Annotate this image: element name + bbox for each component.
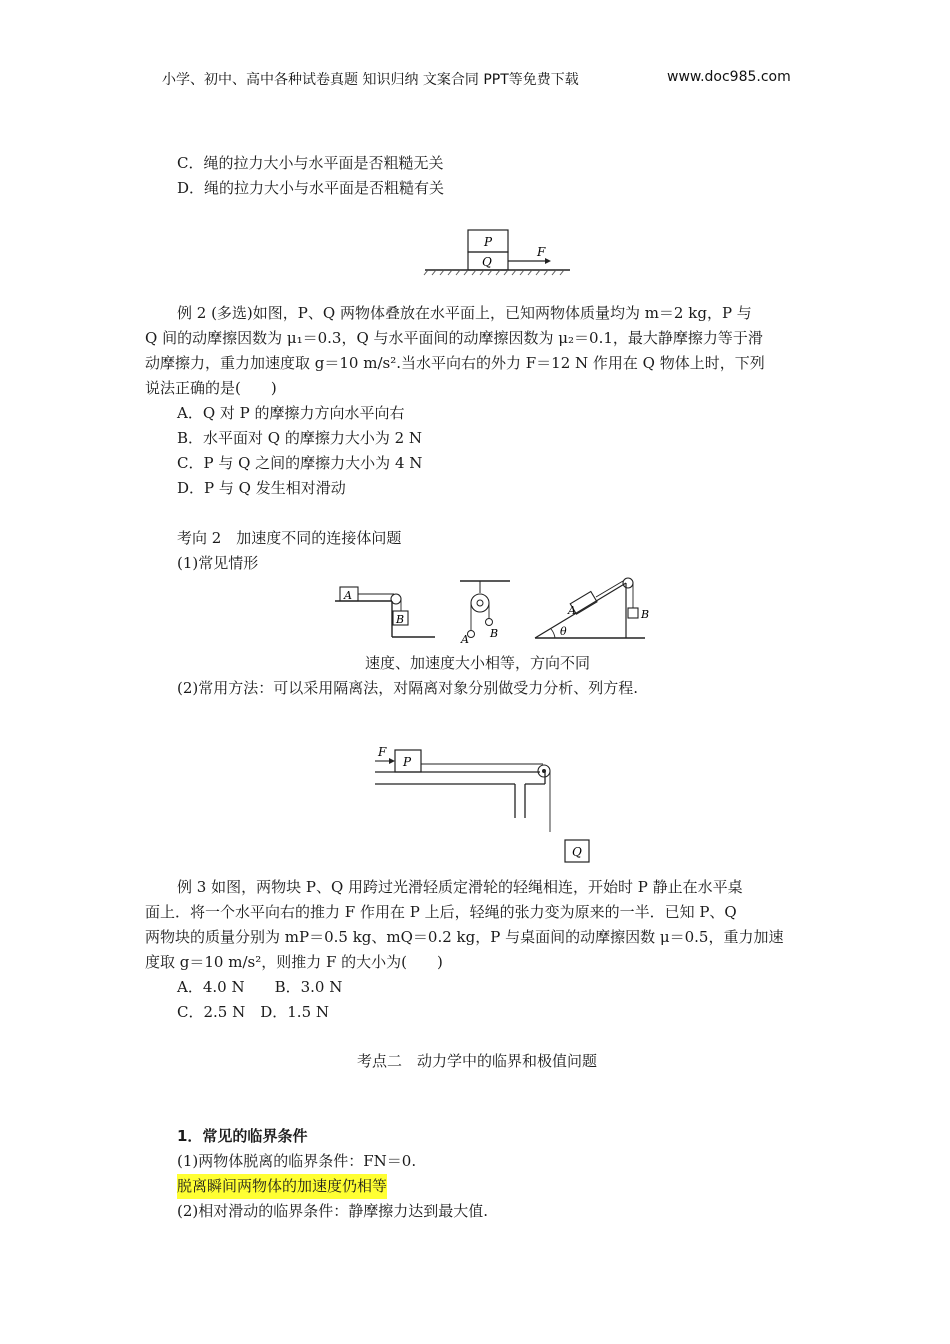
label-theta: θ (560, 625, 567, 638)
example3-line3: 两物块的质量分别为 mP＝0.5 kg、mQ＝0.2 kg，P 与桌面间的动摩擦因数 μ＝0.5，重力加速 (145, 928, 784, 946)
scenario-hanging-pulley (460, 581, 510, 646)
scenario-table-pulley (335, 587, 435, 637)
example2-line2: Q 间的动摩擦因数为 μ₁＝0.3，Q 与水平面间的动摩擦因数为 μ₂＝0.1，最大静摩擦力等于滑 (145, 329, 763, 347)
label-b1: B (396, 613, 405, 626)
example2-option-b: B．水平面对 Q 的摩擦力大小为 2 N (177, 429, 423, 447)
example3-line4: 度取 g＝10 m/s²，则推力 F 的大小为( ) (145, 953, 443, 971)
example2-option-a: A．Q 对 P 的摩擦力方向水平向右 (177, 404, 405, 422)
label-f: F (378, 745, 387, 759)
figure-table-pulley (370, 740, 600, 870)
header-url[interactable]: www.doc985.com (667, 69, 791, 85)
label-q: Q (572, 845, 582, 859)
scenario-incline (535, 578, 649, 638)
figure-connected-bodies (330, 575, 660, 647)
example3-line2: 面上．将一个水平向右的推力 F 作用在 P 上后，轻绳的张力变为原来的一半．已知 P、Q (145, 903, 737, 921)
direction2-sub1: (1)常见情形 (177, 554, 259, 572)
label-p: P (484, 235, 493, 249)
section2-cond1: (1)两物体脱离的临界条件：FN＝0. (177, 1152, 417, 1170)
label-f: F (537, 245, 546, 259)
label-p: P (403, 755, 412, 769)
example2-line4: 说法正确的是( ) (145, 379, 277, 397)
example3-options-row1: A．4.0 N B．3.0 N (177, 978, 343, 996)
block-b3 (628, 608, 638, 618)
example3-line1: 例 3 如图，两物块 P、Q 用跨过光滑轻质定滑轮的轻绳相连，开始时 P 静止在水平桌 (177, 878, 743, 896)
label-b3: B (641, 608, 650, 621)
header-text: 小学、初中、高中各种试卷真题 知识归纳 文案合同 PPT等免费下载 (162, 72, 579, 88)
label-b2: B (490, 627, 499, 640)
label-a2: A (461, 633, 469, 646)
example2-option-c: C．P 与 Q 之间的摩擦力大小为 4 N (177, 454, 423, 472)
example2-option-d: D．P 与 Q 发生相对滑动 (177, 479, 346, 497)
example3-options-row2: C．2.5 N D．1.5 N (177, 1003, 329, 1021)
direction2-sub2: (2)常用方法：可以采用隔离法，对隔离对象分别做受力分析、列方程. (177, 679, 639, 697)
example2-line1: 例 2 (多选)如图，P、Q 两物体叠放在水平面上，已知两物体质量均为 m＝2 kg，P 与 (177, 304, 752, 322)
section2-highlight: 脱离瞬间两物体的加速度仍相等 (177, 1174, 387, 1199)
direction2-title: 考向 2 加速度不同的连接体问题 (177, 529, 402, 547)
label-a3: A (568, 604, 576, 617)
label-q: Q (482, 255, 492, 269)
direction2-caption: 速度、加速度大小相等，方向不同 (365, 654, 591, 672)
section2-item1: 1．常见的临界条件 (177, 1127, 308, 1145)
example2-line3: 动摩擦力，重力加速度取 g＝10 m/s².当水平向右的外力 F＝12 N 作用在 Q 物体上时，下列 (145, 354, 765, 372)
option-d: D．绳的拉力大小与水平面是否粗糙有关 (177, 179, 445, 197)
arrow-head (545, 258, 551, 264)
option-c: C．绳的拉力大小与水平面是否粗糙无关 (177, 154, 444, 172)
section2-cond2: (2)相对滑动的临界条件：静摩擦力达到最大值. (177, 1202, 489, 1220)
label-a1: A (344, 589, 352, 602)
figure-stacked-blocks (420, 225, 580, 280)
section2-title: 考点二 动力学中的临界和极值问题 (357, 1052, 598, 1070)
